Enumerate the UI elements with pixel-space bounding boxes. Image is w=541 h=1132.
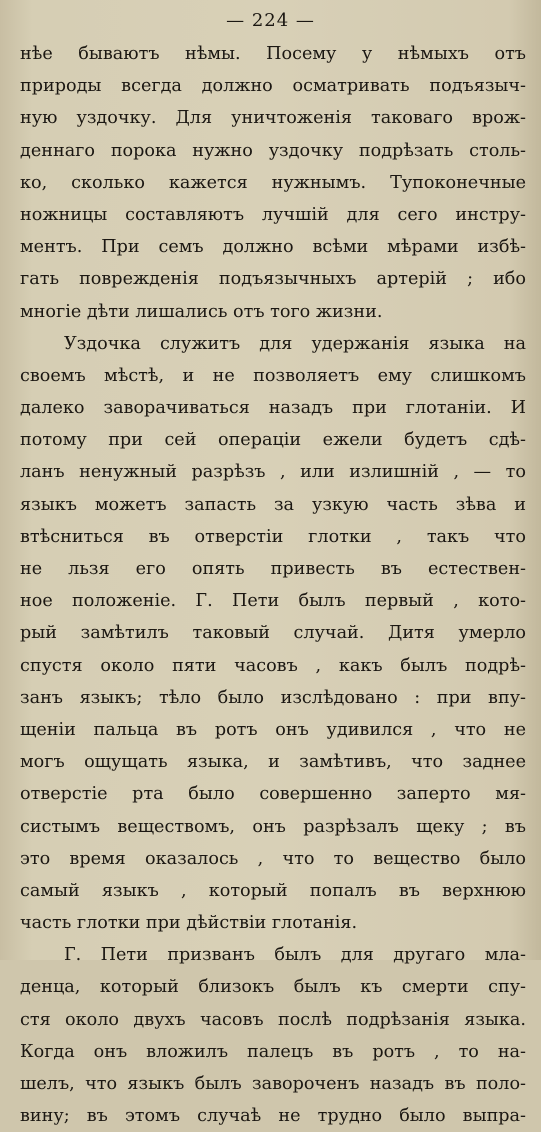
text-line: деннаго порока нужно уздочку подрѣзать столь- bbox=[20, 140, 526, 161]
text-line: не льзя его опять привесть въ естествен- bbox=[20, 559, 526, 579]
text-line: могъ ощущать языка, и замѣтивъ, что заднее bbox=[20, 752, 526, 773]
text-line: стя около двухъ часовъ послѣ подрѣзанія языка. bbox=[20, 1009, 526, 1030]
text-line: денца, который близокъ былъ къ смерти спу- bbox=[20, 977, 526, 998]
text-line: рый замѣтилъ таковый случай. Дитя умерло bbox=[20, 623, 526, 644]
text-line: часть глотки при дѣйствіи глотанія. bbox=[20, 913, 358, 934]
text-line: ную уздочку. Для уничтоженія таковаго врож- bbox=[20, 108, 526, 129]
text-line: гать поврежденія подъязычныхъ артерій ; ибо bbox=[20, 269, 526, 290]
text-line: далеко заворачиваться назадъ при глотаніи. И bbox=[20, 398, 526, 419]
text-line: вину; въ этомъ случаѣ не трудно было выпра- bbox=[20, 1106, 526, 1127]
text-line: занъ языкъ; тѣло было изслѣдовано : при впу- bbox=[20, 687, 526, 708]
text-line: спустя около пяти часовъ , какъ былъ подрѣ- bbox=[20, 655, 526, 676]
text-line: щеніи пальца въ ротъ онъ удивился , что не bbox=[20, 719, 526, 740]
text-line: языкъ можетъ запасть за узкую часть зѣва и bbox=[20, 494, 526, 515]
text-line: нѣе бываютъ нѣмы. Посему у нѣмыхъ отъ bbox=[20, 44, 526, 64]
text-line: втѣсниться въ отверстіи глотки , такъ что bbox=[20, 526, 526, 547]
text-line: природы всегда должно осматривать подъязыч- bbox=[20, 76, 526, 97]
text-line: Когда онъ вложилъ палецъ въ ротъ , то на- bbox=[20, 1041, 526, 1062]
text-line: отверстіе рта было совершенно заперто мя- bbox=[20, 784, 526, 805]
text-line: ментъ. При семъ должно всѣми мѣрами избѣ- bbox=[20, 237, 526, 258]
page-number: — 224 — bbox=[226, 10, 315, 31]
text-line: ножницы составляютъ лучшій для сего инстру- bbox=[20, 204, 526, 225]
text-line: своемъ мѣстѣ, и не позволяетъ ему слишкомъ bbox=[20, 365, 526, 386]
paragraph-start-line: Г. Пети призванъ былъ для другаго мла- bbox=[64, 945, 526, 966]
text-line: шелъ, что языкъ былъ завороченъ назадъ въ поло- bbox=[20, 1074, 526, 1094]
text-line: это время оказалось , что то вещество было bbox=[20, 848, 526, 869]
paragraph-start-line: Уздочка служитъ для удержанія языка на bbox=[64, 333, 526, 354]
text-line: ланъ ненужный разрѣзъ , или излишній , — то bbox=[20, 462, 526, 483]
text-line: многіе дѣти лишались отъ того жизни. bbox=[20, 301, 383, 322]
text-line: ное положеніе. Г. Пети былъ первый , кото- bbox=[20, 591, 526, 612]
text-line: потому при сей операціи ежели будетъ сдѣ- bbox=[20, 430, 526, 451]
text-line: самый языкъ , который попалъ въ верхнюю bbox=[20, 880, 526, 901]
text-line: систымъ веществомъ, онъ разрѣзалъ щеку ; въ bbox=[20, 816, 526, 837]
text-line: ко, сколько кажется нужнымъ. Тупоконечные bbox=[20, 172, 526, 193]
body-text bbox=[20, 38, 526, 1132]
